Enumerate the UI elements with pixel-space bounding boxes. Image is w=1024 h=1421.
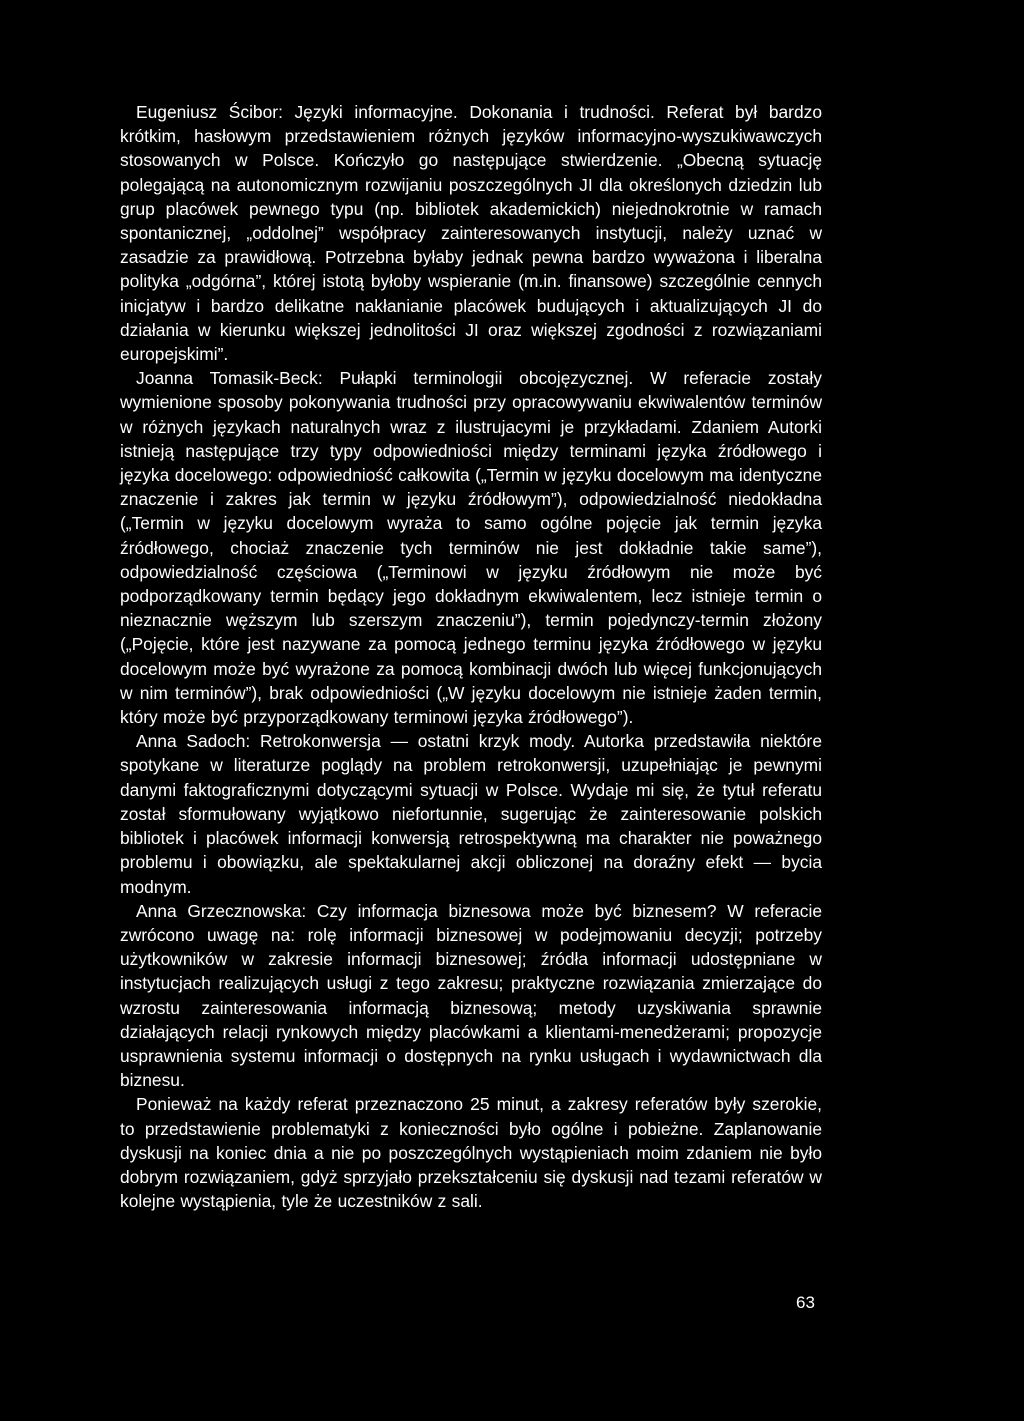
paragraph-scibor: Eugeniusz Ścibor: Języki informacyjne. Dokonania i trudności. Referat był bardzo krótkim, hasłowym przedstawieniem różnych języków informacyjno-wyszukiwawczych stosowanych w Polsce. Kończyło go następujące stwierdzenie. „Obecną sytuację polegającą na autonomicznym rozwijaniu poszczególnych JI dla określonych dziedzin lub grup placówek pewnego typu (np. bibliotek akademickich) niejednokrotnie w ramach spontanicznej, „oddolnej” współpracy zainteresowanych instytucji, należy uznać w zasadzie za prawidłową. Potrzebna byłaby jednak pewna bardzo wyważona i liberalna polityka „odgórna”, której istotą byłoby wspieranie (m.in. finansowe) szczególnie cennych inicjatyw i bardzo delikatne nakłanianie placówek budujących i aktualizujących JI do działania w kierunku większej jednolitości JI oraz większej zgodności z rozwiązaniami europejskimi”.: [120, 102, 822, 365]
page-number: 63: [796, 1293, 815, 1312]
paragraph-tomasik-beck: Joanna Tomasik-Beck: Pułapki terminologii obcojęzycznej. W referacie zostały wymienione sposoby pokonywania trudności przy opracowywaniu ekwiwalentów terminów w różnych językach naturalnych wraz z ilustrujacymi je przykładami. Zdaniem Autorki istnieją następujące trzy typy odpowiedniości między terminami języka źródłowego i języka docelowego: odpowiedniość całkowita („Termin w języku docelowym ma identyczne znaczenie i zakres jak termin w języku źródłowym”), odpowiedzialność niedokładna („Termin w języku docelowym wyraża to samo ogólne pojęcie jak termin języka źródłowego, chociaż znaczenie tych terminów nie jest dokładnie takie same”), odpowiedzialność częściowa („Terminowi w języku źródłowym nie może być podporządkowany termin będący jego dokładnym ekwiwalentem, lecz istnieje termin o nieznacznie węższym lub szerszym znaczeniu”), termin pojedynczy-termin złożony („Pojęcie, które jest nazywane za pomocą jednego terminu języka źródłowego w języku docelowym może być wyrażone za pomocą kombinacji dwóch lub więcej funkcjonujących w nim terminów”), brak odpowiedniości („W języku docelowym nie istnieje żaden termin, który może być przyporządkowany terminowi języka źródłowego”).: [120, 368, 822, 728]
paragraph-conclusion: Ponieważ na każdy referat przeznaczono 25 minut, a zakresy referatów były szerokie, to przedstawienie problematyki z konieczności było ogólne i pobieżne. Zaplanowanie dyskusji na koniec dnia a nie po poszczególnych wystąpieniach moim zdaniem nie było dobrym rozwiązaniem, gdyż sprzyjało przekształceniu się dyskusji nad tezami referatów w kolejne wystąpienia, tyle że uczestników z sali.: [120, 1094, 822, 1212]
paragraph-grzecznowska: Anna Grzecznowska: Czy informacja biznesowa może być biznesem? W referacie zwrócono uwagę na: rolę informacji biznesowej w podejmowaniu decyzji; potrzeby użytkowników w zakresie informacji biznesowej; źródła informacji udostępniane w instytucjach realizujących usługi z tego zakresu; praktyczne rozwiązania zmierzające do wzrostu zainteresowania informacją biznesową; metody uzyskiwania sprawnie działających relacji rynkowych między placówkami a klientami-menedżerami; propozycje usprawnienia systemu informacji o dostępnych na rynku usługach i wydawnictwach dla biznesu.: [120, 900, 822, 1091]
paragraph-sadoch: Anna Sadoch: Retrokonwersja — ostatni krzyk mody. Autorka przedstawiła niektóre spotykane w literaturze poglądy na problem retrokonwersji, uzupełniając je pewnymi danymi faktograficznymi dotyczącymi sytuacji w Polsce. Wydaje mi się, że tytuł referatu został sformułowany wyjątkowo niefortunnie, sugerując że zainteresowanie polskich bibliotek i placówek informacji konwersją retrospektywną ma charakter nie poważnego problemu i obowiązku, ale spektakularnej akcji obliczonej na doraźny efekt — bycia modnym.: [120, 731, 822, 897]
document-body: [120, 100, 822, 1213]
